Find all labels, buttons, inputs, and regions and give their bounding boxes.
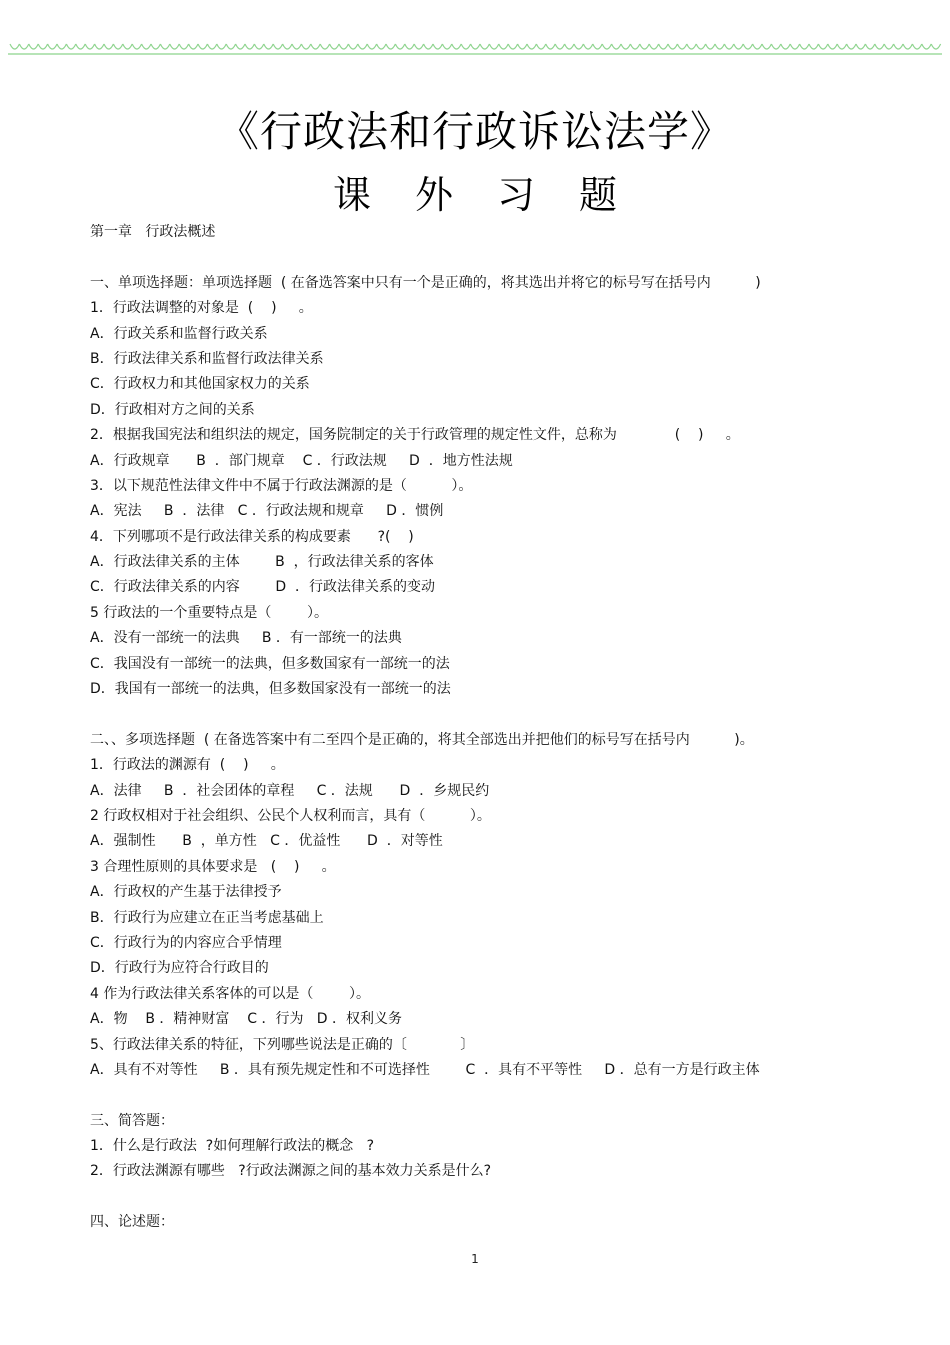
decorative-border (8, 38, 942, 60)
option-line: C．行政法律关系的内容 D ．行政法律关系的变动 (90, 579, 436, 596)
section-single-choice (90, 296, 850, 702)
question-line: 3 合理性原则的具体要求是 ( ) 。 (90, 858, 336, 875)
section-heading-essay: 四、论述题： (90, 1214, 174, 1231)
question-line: 1．什么是行政法 ?如何理解行政法的概念 ? (90, 1138, 375, 1155)
section-heading-short-answer: 三、简答题： (90, 1112, 174, 1129)
spacer (90, 245, 850, 270)
option-line: A．法律 B ．社会团体的章程 C ．法规 D ．乡规民约 (90, 782, 490, 799)
option-line: D．行政相对方之间的关系 (90, 401, 255, 418)
option-line: A．具有不对等性 B ．具有预先规定性和不可选择性 C ．具有不平等性 D ．总有一方是行政主体 (90, 1061, 760, 1078)
document-subtitle: 课外习题 (332, 173, 661, 217)
option-line: A．宪法 B ．法律 C ．行政法规和规章 D ．惯例 (90, 503, 444, 520)
page-number: 1 (471, 1252, 479, 1266)
option-line: A．强制性 B ，单方性 C ．优益性 D ．对等性 (90, 833, 443, 850)
option-line: B．行政法律关系和监督行政法律关系 (90, 350, 324, 367)
spacer (90, 1185, 850, 1210)
question-line: 4．下列哪项不是行政法律关系的构成要素 ?( ) (90, 528, 414, 545)
question-line: 1．行政法的渊源有 ( ) 。 (90, 757, 285, 774)
document-title: 《行政法和行政诉讼法学》 (216, 107, 733, 156)
question-line: 4 作为行政法律关系客体的可以是（ ）。 (90, 985, 370, 1002)
question-line: 5、行政法律关系的特征，下列哪些说法是正确的〔 〕 (90, 1036, 475, 1053)
option-line: A．行政权的产生基于法律授予 (90, 884, 282, 901)
spacer (90, 1083, 850, 1108)
option-line: B．行政行为应建立在正当考虑基础上 (90, 909, 324, 926)
section-multiple-choice (90, 753, 850, 1083)
question-line: 2．根据我国宪法和组织法的规定，国务院制定的关于行政管理的规定性文件，总称为 ( ) 。 (90, 427, 740, 444)
section-short-answer (90, 1134, 850, 1185)
section-heading-single-choice: 一、单项选择题：单项选择题 ( 在备选答案中只有一个是正确的，将其选出并将它的标号写在括号内 ) (90, 274, 761, 291)
question-line: 3．以下规范性法律文件中不属于行政法渊源的是（ ）。 (90, 477, 473, 494)
option-line: C．行政行为的内容应合乎情理 (90, 934, 282, 951)
option-line: D．行政行为应符合行政目的 (90, 960, 269, 977)
option-line: A．行政关系和监督行政关系 (90, 325, 268, 342)
question-line: 1．行政法调整的对象是 ( ) 。 (90, 300, 313, 317)
section-heading-multiple-choice: 二、、多项选择题 ( 在备选答案中有二至四个是正确的，将其全部选出并把他们的标号写在括号内 )。 (90, 731, 754, 748)
option-line: A．行政法律关系的主体 B ，行政法律关系的客体 (90, 554, 434, 571)
option-line: C．我国没有一部统一的法典，但多数国家有一部统一的法 (90, 655, 450, 672)
chapter-heading: 第一章 行政法概述 (90, 224, 216, 240)
option-line: A．没有一部统一的法典 B ．有一部统一的法典 (90, 630, 402, 647)
option-line: A．物 B ．精神财富 C ．行为 D ．权利义务 (90, 1011, 403, 1028)
document-body (90, 220, 850, 1236)
question-line: 2 行政权相对于社会组织、公民个人权利而言，具有（ ）。 (90, 807, 491, 824)
option-line: A．行政规章 B ．部门规章 C ．行政法规 D ．地方性法规 (90, 452, 513, 469)
option-line: C．行政权力和其他国家权力的关系 (90, 376, 310, 393)
option-line: D．我国有一部统一的法典，但多数国家没有一部统一的法 (90, 681, 451, 698)
question-line: 5 行政法的一个重要特点是（ ）。 (90, 604, 328, 621)
spacer (90, 702, 850, 727)
question-line: 2．行政法渊源有哪些 ?行政法渊源之间的基本效力关系是什么? (90, 1163, 492, 1180)
